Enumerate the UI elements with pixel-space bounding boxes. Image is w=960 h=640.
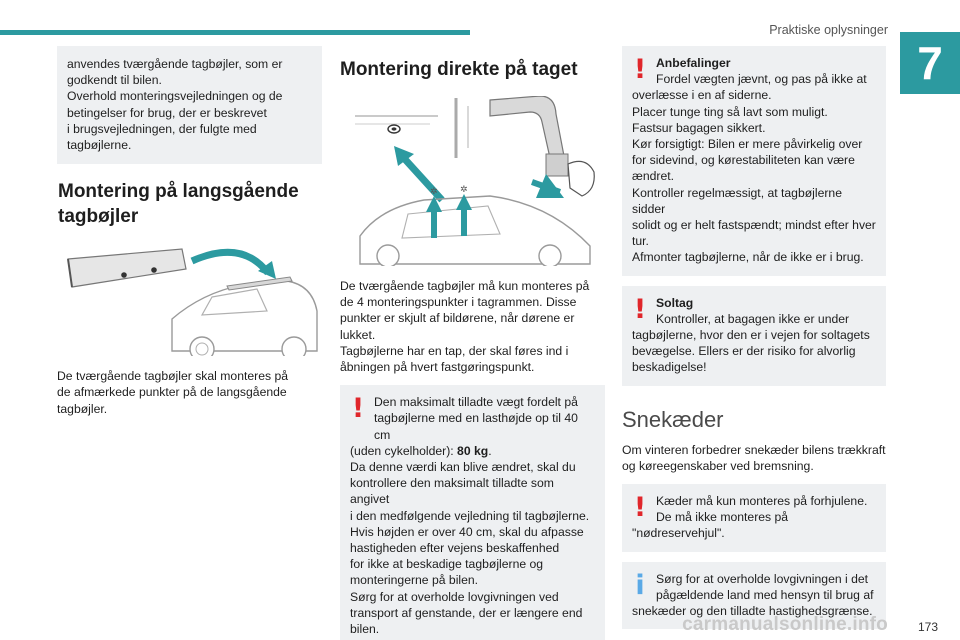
svg-text:✲: ✲ [430,187,438,197]
watermark: carmanualsonline.info [682,614,888,635]
info-legislation: i Sørg for at overholde lovgivningen i det pågældende land med hensyn til brug af snekæder og den tilladte hastighedsgrænse. [622,562,886,630]
intro-box: anvendes tværgående tagbøjler, som er godkendt til bilen. Overhold monteringsvejledningen og de betingelser for brug, der er beskrevet i brugsvejledningen, der fulgte med tagbøjlerne. [57,46,322,164]
illustration-longitudinal-bars [62,241,322,356]
warning-icon: ! [633,54,647,85]
paragraph-longitudinal: De tværgående tagbøjler skal monteres på de afmærkede punkter på de langsgående tagbøjler. [57,369,289,416]
weight-value: 80 kg [457,443,489,458]
warning-chains: ! Kæder må kun monteres på forhjulene. De må ikke monteres på "nødreservehjul". [622,484,886,552]
heading-longitudinal-bars: Montering på langsgående tagbøjler [58,181,299,228]
column-middle [340,46,605,640]
column-left [57,46,322,417]
note-recommendations: ! Anbefalinger Fordel vægten jævnt, og pas på ikke at overlæsse i en af siderne. Placer tunge ting så lavt som muligt. Fastsur bagagen sikkert. Kør forsigtigt: Bilen er mere påvirkelig over for sidevind, og kørestabiliteten kan være ændret. Kontroller regelmæssigt, at tagbøjlerne sidder solidt og er helt fastspændt; mindst efter hver tur. Afmonter tagbøjlerne, når de ikke er i brug. [622,46,886,276]
warning-max-weight: ! Den maksimalt tilladte vægt fordelt på tagbøjlerne med en lasthøjde op til 40 cm (uden cykelholder): 80 kg. Da denne værdi kan blive ændret, skal du kontrollere den maksimalt tilladte som angivet i den medfølgende vejledning til tagbøjlerne. Hvis højden er over 40 cm, skal du afpasse hastigheden efter vejens beskaffenhed for ikke at beskadige tagbøjlerne og monteringerne på bilen. Sørg for at overholde lovgivningen ved transport af genstande, der er længere end bilen. [340,385,605,640]
warning-icon: ! [633,492,647,524]
sunroof-title: Soltag [656,295,694,310]
page-number: 173 [917,620,938,634]
info-icon: i [635,569,645,601]
illustration-direct-roof [350,96,605,266]
header-accent-bar [0,30,470,35]
weight-line: (uden cykelholder): 80 kg. [350,443,492,458]
section-title: Praktiske oplysninger [769,23,888,37]
recommendations-title: Anbefalinger [656,56,731,70]
note-sunroof: ! Soltag Kontroller, at bagagen ikke er under tagbøjlerne, hvor den er i vejen for soltagets bevægelse. Ellers er der risiko for alvorlig beskadigelse! [622,286,886,386]
heading-direct-roof: Montering direkte på taget [340,59,578,80]
paragraph-snow-chains: Om vinteren forbedrer snekæder bilens trækkraft og køreegenskaber ved bremsning. [622,442,886,473]
warning-icon: ! [633,293,647,325]
paragraph-direct-roof: De tværgående tagbøjler må kun monteres på de 4 monteringspunkter i tagrammen. Disse punkter er skjult af bildørene, når dørene er lukket. Tagbøjlerne har en tap, der skal føres ind i åbningen på hvert fastgøringspunkt. [340,279,590,375]
column-right [622,46,886,629]
warning-icon: ! [351,393,365,425]
svg-text:✲: ✲ [460,185,468,195]
heading-snow-chains: Snekæder [622,406,724,432]
chapter-tab: 7 [900,32,960,94]
